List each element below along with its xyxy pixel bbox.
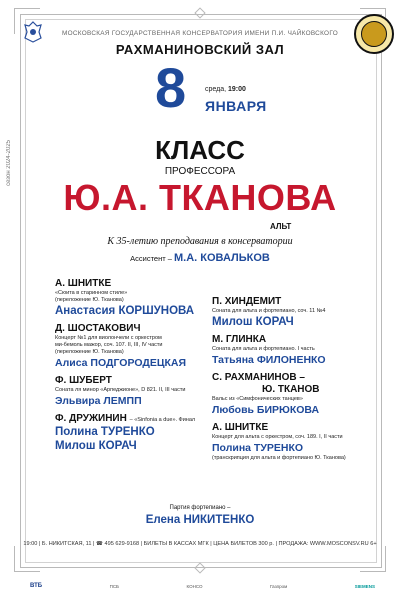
program-right-column	[212, 296, 372, 467]
event-time: 19:00	[228, 86, 246, 93]
program-item	[212, 334, 372, 367]
pianist-name: Елена НИКИТЕНКО	[145, 514, 255, 526]
composer: П. ХИНДЕМИТ	[212, 296, 282, 307]
corner-ornament	[14, 546, 40, 572]
event-day: 8	[155, 56, 187, 119]
class-label: КЛАСС	[155, 135, 245, 165]
anniversary-line: К 35-летию преподавания в консерватории	[107, 236, 293, 247]
work-line: ми-бемоль мажор, соч. 107. II, III, IV части	[55, 342, 163, 348]
work-note: (транскрипция для альта и фортепиано Ю. Тканова)	[212, 455, 346, 461]
assistant-label: Ассистент –	[130, 254, 172, 263]
work-inline: – «Sinfonia a due». Финал	[129, 417, 196, 423]
sponsor-logo: КОНСО	[186, 583, 203, 589]
program-item	[55, 375, 215, 408]
composer: Ф. ШУБЕРТ	[55, 375, 112, 386]
performer: Полина ТУРЕНКО	[55, 426, 155, 438]
work-line: Соната для альта и фортепиано. I часть	[212, 346, 315, 352]
work-line: (переложение Ю. Тканова)	[55, 349, 124, 355]
composer: А. ШНИТКЕ	[212, 422, 269, 433]
teacher-name: Ю.А. ТКАНОВА	[63, 177, 337, 218]
performer: Милош КОРАЧ	[212, 316, 294, 328]
program-item	[55, 413, 215, 453]
performer: Анастасия КОРШУНОВА	[55, 305, 195, 317]
composer: А. ШНИТКЕ	[55, 278, 112, 289]
work-line: «Сюита в старинном стиле»	[55, 290, 128, 296]
performer: Милош КОРАЧ	[55, 440, 137, 452]
program-left-column	[55, 278, 215, 458]
composer: Д. ШОСТАКОВИЧ	[55, 323, 141, 334]
event-weekday: среда,	[205, 86, 227, 93]
composer-line	[55, 413, 215, 425]
composer: Ф. ДРУЖИНИН	[55, 413, 127, 424]
performer: Татьяна ФИЛОНЕНКО	[212, 354, 326, 366]
instrument-label: АЛЬТ	[270, 222, 292, 231]
sponsor-logo: ПСБ	[109, 583, 120, 589]
work-line: (переложение Ю. Тканова)	[55, 297, 124, 303]
event-month: ЯНВАРЯ	[205, 98, 267, 114]
footer-info: 19:00 | Б. НИКИТСКАЯ, 11 | ☎ 495 629-9168 | БИЛЕТЫ В КАССАХ МГК | ЦЕНА БИЛЕТОВ 300 р. | ПРОДАЖА: WWW.MOSCONSV.RU 6+	[23, 541, 377, 547]
composer-arranger: Ю. ТКАНОВ	[262, 384, 320, 395]
sponsor-logo: SIEMENS	[354, 583, 375, 589]
season-label: сезон 2024-2025	[6, 140, 12, 186]
work-line: Концерт №1 для виолончели с оркестром	[55, 335, 162, 341]
program-item	[212, 296, 372, 329]
professor-label: ПРОФЕССОРА	[164, 166, 236, 177]
program-item	[55, 278, 215, 318]
performer: Полина ТУРЕНКО	[212, 442, 304, 454]
piano-label: Партия фортепиано –	[169, 505, 231, 511]
event-weekday-time	[205, 86, 246, 93]
hall-name: РАХМАНИНОВСКИЙ ЗАЛ	[115, 42, 285, 57]
program-item	[212, 422, 372, 462]
corner-ornament	[360, 546, 386, 572]
performer: Любовь БИРЮКОВА	[212, 404, 320, 416]
conservatory-name: МОСКОВСКАЯ ГОСУДАРСТВЕННАЯ КОНСЕРВАТОРИЯ ИМЕНИ П.И. ЧАЙКОВСКОГО	[61, 30, 338, 37]
work-line: Соната ля минор «Арпеджионе», D 821. II, III части	[55, 387, 186, 393]
composer: С. РАХМАНИНОВ –	[212, 372, 305, 383]
sponsor-logo: ВТБ	[30, 583, 43, 589]
work-line: Концерт для альта с оркестром, соч. 189. I, II части	[212, 434, 343, 440]
performer: Эльвира ЛЕМПП	[55, 395, 142, 407]
program-item	[212, 372, 372, 417]
assistant-name: М.А. КОВАЛЬКОВ	[174, 252, 270, 264]
work-line: Вальс из «Симфонических танцев»	[212, 396, 303, 402]
sponsor-logo: Газпром	[269, 583, 288, 589]
work-line: Соната для альта и фортепиано, соч. 11 №4	[212, 308, 326, 314]
program-item	[55, 323, 215, 370]
assistant-line	[0, 252, 400, 264]
sponsor-strip	[30, 583, 375, 589]
performer: Алиса ПОДГОРОДЕЦКАЯ	[55, 357, 187, 369]
composer: М. ГЛИНКА	[212, 334, 267, 345]
